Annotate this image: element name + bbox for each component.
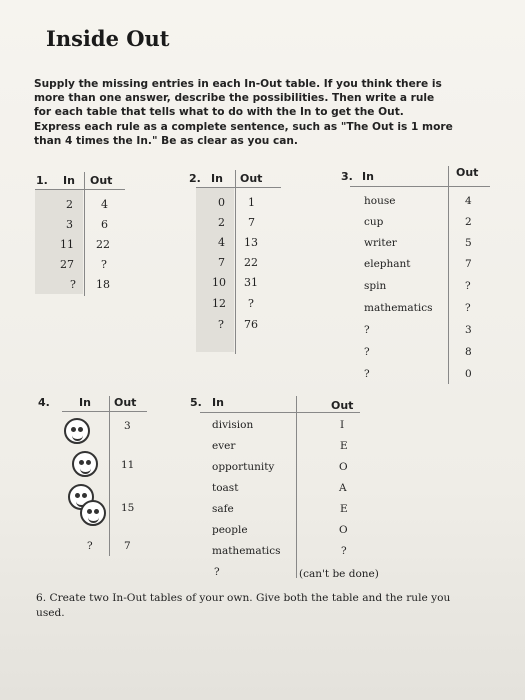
task-6-text: 6. Create two In-Out tables of your own. Give both the table and the rule you used.	[36, 592, 451, 619]
face-icon-1	[64, 418, 90, 444]
table-4-in-header: In	[79, 396, 91, 409]
t5-out-3: O	[339, 461, 348, 473]
t5-out-2: E	[340, 440, 348, 452]
t3-in-1: house	[364, 195, 396, 207]
table-1-divider	[84, 172, 85, 296]
t3-out-3: 5	[465, 237, 472, 249]
t3-out-5: ?	[465, 280, 471, 292]
t5-out-6: O	[339, 524, 348, 536]
table-2-out-header: Out	[240, 172, 263, 185]
t2-out-3: 13	[244, 236, 258, 249]
table-2-header-rule	[196, 187, 281, 188]
table-3-number: 3.	[341, 170, 353, 183]
instructions: Supply the missing entries in each In-Out table. If you think there is more than one answer, describe the possibilities. Then write a rule for each table that tells what to do with the In to get the Out. Express each rule as a complete sentence, such as "The Out is 1 more than 4 times the In." Be as clear as you can.	[34, 78, 453, 147]
t2-out-2: 7	[248, 216, 255, 229]
t1-in-5: ?	[70, 278, 76, 291]
t2-out-5: 31	[244, 276, 258, 289]
table-5-header-rule	[200, 412, 360, 413]
table-2-shade	[196, 187, 234, 352]
table-5-in-header: In	[212, 396, 224, 409]
table-1-header-rule	[35, 189, 125, 190]
t5-in-7: mathematics	[212, 545, 281, 557]
t2-in-1: 0	[218, 196, 225, 209]
face-icon-2	[72, 451, 98, 477]
table-4-header-rule	[62, 411, 147, 412]
t5-out-5: E	[340, 503, 348, 515]
t1-in-1: 2	[66, 198, 73, 211]
t5-out-8: (can't be done)	[299, 568, 379, 580]
t3-in-8: ?	[364, 346, 370, 358]
table-5-out-header: Out	[331, 399, 354, 412]
table-1-out-header: Out	[90, 174, 113, 187]
t1-out-3: 22	[96, 238, 110, 251]
t2-in-7: ?	[218, 318, 224, 331]
t2-out-1: 1	[248, 196, 255, 209]
table-4-number: 4.	[38, 396, 50, 409]
table-1-in-header: In	[63, 174, 75, 187]
t3-in-4: elephant	[364, 258, 411, 270]
table-2-in-header: In	[211, 172, 223, 185]
t2-out-6: ?	[248, 297, 254, 310]
t3-out-6: ?	[465, 302, 471, 314]
page-title: Inside Out	[46, 26, 170, 51]
t2-in-3: 4	[218, 236, 225, 249]
t1-out-5: 18	[96, 278, 110, 291]
t2-in-5: 10	[212, 276, 226, 289]
t3-out-8: 8	[465, 346, 472, 358]
t1-out-4: ?	[101, 258, 107, 271]
t5-in-4: toast	[212, 482, 239, 494]
table-5-number: 5.	[190, 396, 202, 409]
t5-in-8: ?	[214, 566, 220, 578]
t3-in-5: spin	[364, 280, 387, 292]
table-1-number: 1.	[36, 174, 48, 187]
t2-out-4: 22	[244, 256, 258, 269]
table-3-divider	[448, 166, 449, 384]
t3-out-9: 0	[465, 368, 472, 380]
t4-out-3: 15	[121, 502, 135, 514]
table-5-divider	[296, 396, 297, 578]
t3-out-2: 2	[465, 216, 472, 228]
table-2-number: 2.	[189, 172, 201, 185]
t4-in-4: ?	[87, 540, 93, 552]
table-4-divider	[109, 396, 110, 556]
t3-in-9: ?	[364, 368, 370, 380]
t1-out-1: 4	[101, 198, 108, 211]
t4-out-2: 11	[121, 459, 135, 471]
t5-out-7: ?	[341, 545, 347, 557]
face-icon-4	[80, 500, 106, 526]
table-3-out-header: Out	[456, 166, 479, 179]
t1-out-2: 6	[101, 218, 108, 231]
t2-in-6: 12	[212, 297, 226, 310]
t5-in-1: division	[212, 419, 254, 431]
t3-in-3: writer	[364, 237, 397, 249]
t3-in-2: cup	[364, 216, 384, 228]
t2-in-2: 2	[218, 216, 225, 229]
t1-in-4: 27	[60, 258, 74, 271]
t1-in-3: 11	[60, 238, 74, 251]
table-3-header-rule	[350, 186, 490, 187]
table-3-in-header: In	[362, 170, 374, 183]
t3-out-7: 3	[465, 324, 472, 336]
t5-out-1: I	[340, 419, 345, 431]
t3-out-1: 4	[465, 195, 472, 207]
t5-in-5: safe	[212, 503, 234, 515]
t3-out-4: 7	[465, 258, 472, 270]
t4-out-1: 3	[124, 420, 131, 432]
table-2-divider	[235, 170, 236, 354]
t3-in-7: ?	[364, 324, 370, 336]
t5-in-3: opportunity	[212, 461, 275, 473]
t1-in-2: 3	[66, 218, 73, 231]
t5-in-2: ever	[212, 440, 236, 452]
t5-out-4: A	[339, 482, 347, 494]
t4-out-4: 7	[124, 540, 131, 552]
t2-in-4: 7	[218, 256, 225, 269]
t5-in-6: people	[212, 524, 248, 536]
t3-in-6: mathematics	[364, 302, 433, 314]
t2-out-7: 76	[244, 318, 258, 331]
table-4-out-header: Out	[114, 396, 137, 409]
